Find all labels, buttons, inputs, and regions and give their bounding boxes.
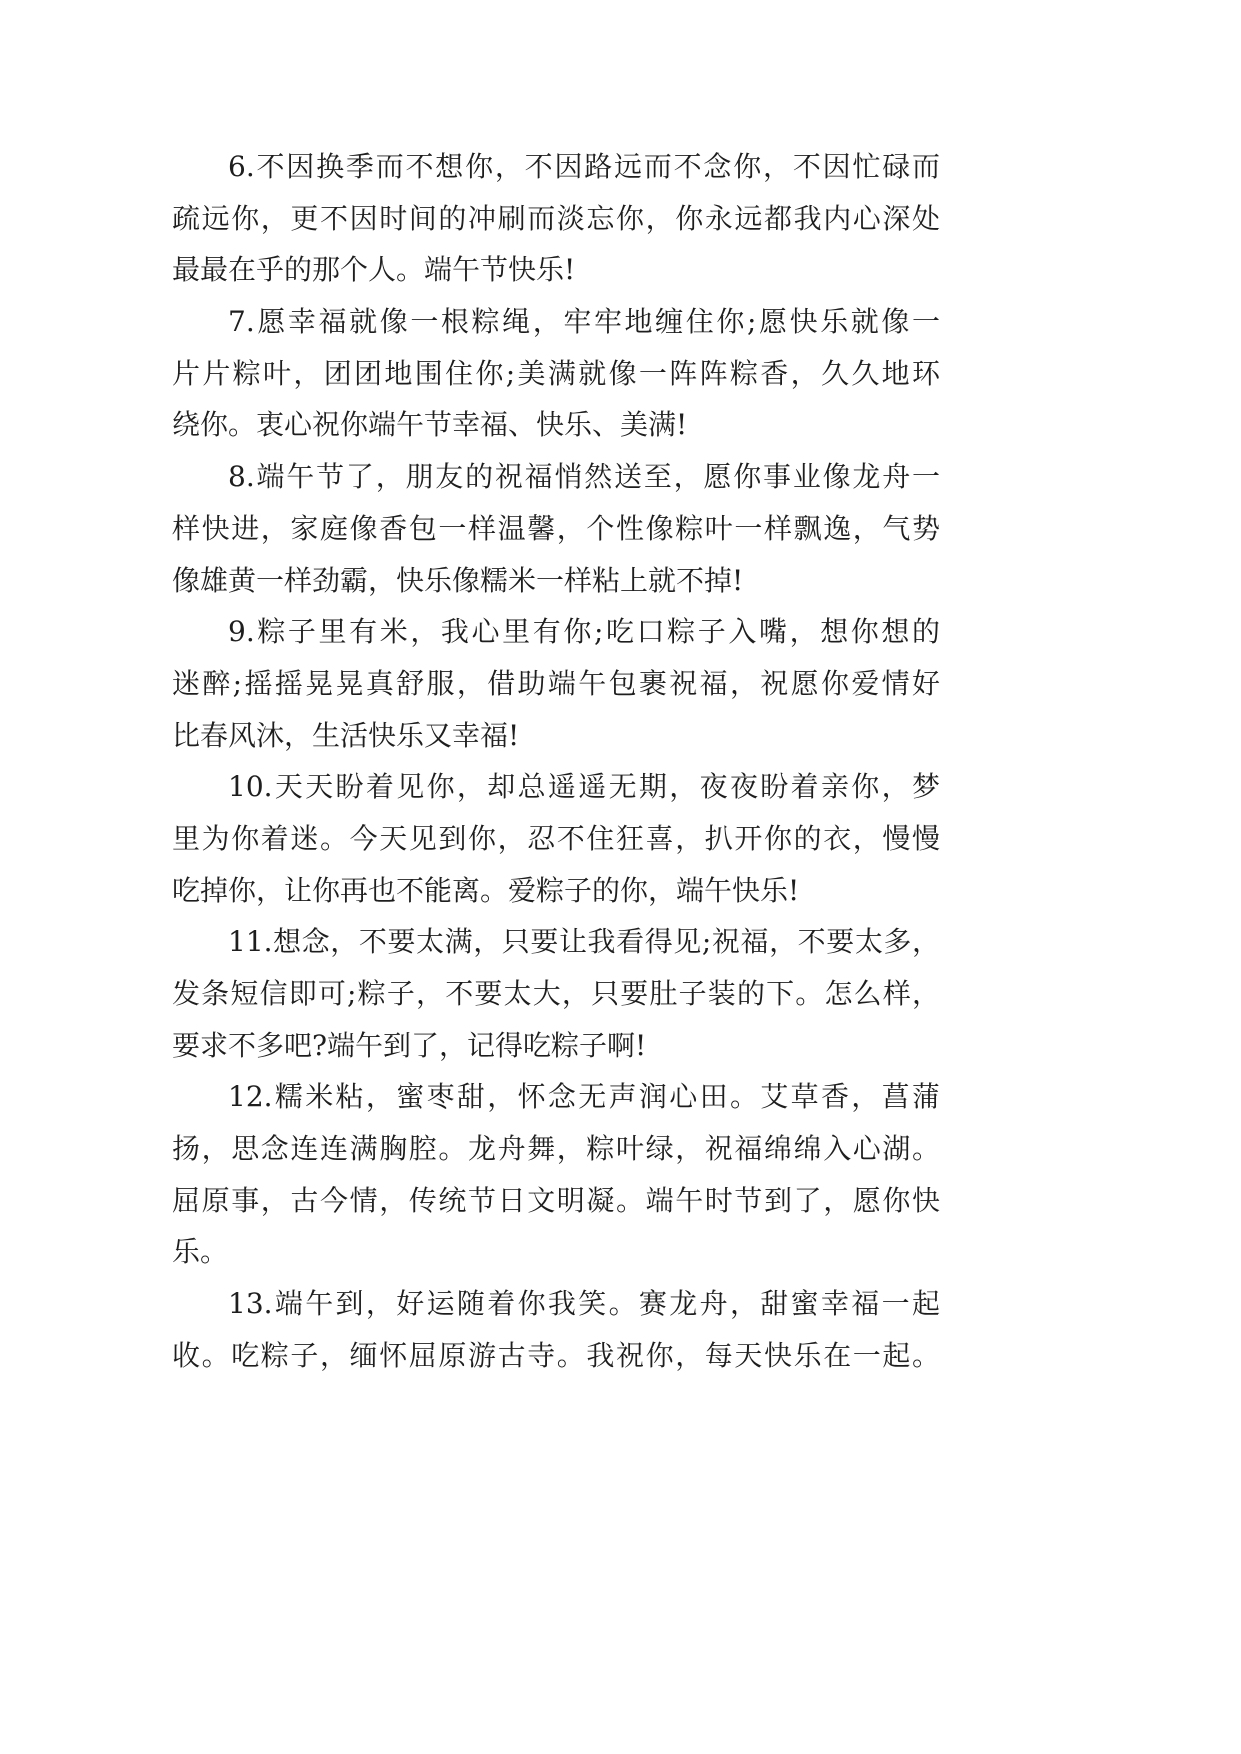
paragraph-11 [172,916,940,1071]
paragraph-10 [172,761,940,916]
paragraph-6 [172,141,940,296]
text-line: 7.愿幸福就像一根粽绳，牢牢地缠住你;愿快乐就像一 [228,305,940,339]
text-line: 吃掉你，让你再也不能离。爱粽子的你，端午快乐! [172,873,800,907]
text-line: 屈原事，古今情，传统节日文明凝。端午时节到了，愿你快 [172,1183,940,1217]
text-line: 收。吃粽子，缅怀屈原游古寺。我祝你，每天快乐在一起。 [172,1338,940,1372]
text-line: 样快进，家庭像香包一样温馨，个性像粽叶一样飘逸，气势 [172,511,940,545]
paragraph-12 [172,1071,940,1278]
text-line: 最最在乎的那个人。端午节快乐! [172,253,576,287]
text-line: 迷醉;摇摇晃晃真舒服，借助端午包裹祝福，祝愿你爱情好 [172,666,940,700]
text-line: 比春风沐，生活快乐又幸福! [172,718,520,752]
paragraph-9 [172,606,940,761]
text-line: 要求不多吧?端午到了，记得吃粽子啊! [172,1028,647,1062]
text-line: 6.不因换季而不想你，不因路远而不念你，不因忙碌而 [228,150,940,183]
text-line: 9.粽子里有米，我心里有你;吃口粽子入嘴，想你想的 [228,615,940,649]
text-line: 疏远你，更不因时间的冲刷而淡忘你，你永远都我内心深处 [172,201,940,235]
body-text [172,141,940,1382]
text-line: 发条短信即可;粽子，不要太大，只要肚子装的下。怎么样， [172,977,940,1010]
text-line: 13.端午到，好运随着你我笑。赛龙舟，甜蜜幸福一起 [228,1287,940,1321]
text-line: 片片粽叶，团团地围住你;美满就像一阵阵粽香，久久地环 [172,356,940,390]
paragraph-8 [172,451,940,606]
text-line: 里为你着迷。今天见到你，忍不住狂喜，扒开你的衣，慢慢 [172,821,940,855]
paragraph-7 [172,296,940,451]
paragraph-13 [172,1278,940,1381]
text-line: 乐。 [172,1235,229,1269]
text-line: 11.想念，不要太满，只要让我看得见;祝福，不要太多， [228,925,940,959]
text-line: 10.天天盼着见你，却总遥遥无期，夜夜盼着亲你，梦 [228,770,940,804]
text-line: 12.糯米粘，蜜枣甜，怀念无声润心田。艾草香，菖蒲 [228,1080,940,1114]
text-line: 绕你。衷心祝你端午节幸福、快乐、美满! [172,408,688,442]
text-line: 扬，思念连连满胸腔。龙舟舞，粽叶绿，祝福绵绵入心湖。 [172,1132,940,1166]
text-line: 像雄黄一样劲霸，快乐像糯米一样粘上就不掉! [172,563,744,597]
text-line: 8.端午节了，朋友的祝福悄然送至，愿你事业像龙舟一 [228,460,940,494]
